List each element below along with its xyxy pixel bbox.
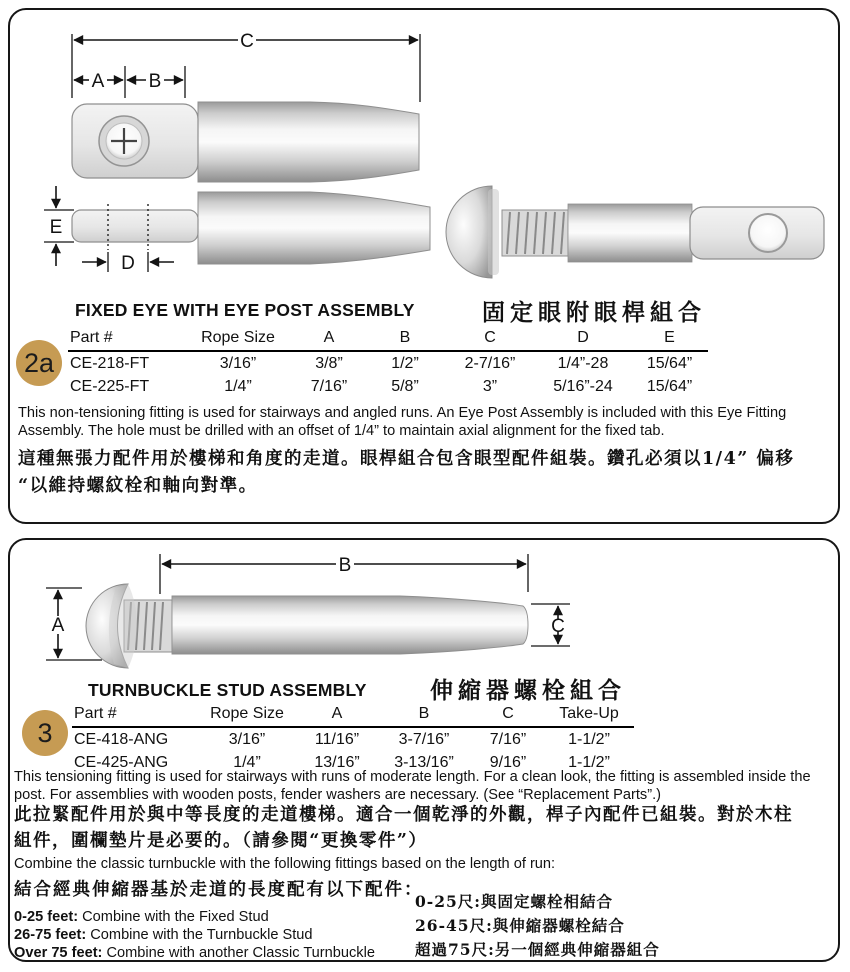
cell: 3/16” (219, 354, 257, 372)
cell: 11/16” (314, 730, 360, 748)
cell: 1-1/2” (568, 730, 610, 748)
parts-table-turnbuckle-stud (72, 704, 634, 774)
length-rule (14, 944, 375, 962)
part-number: CE-418-ANG (74, 730, 169, 748)
table-row (68, 351, 708, 375)
col-header: A (293, 328, 365, 351)
cell: 9/16” (489, 753, 527, 771)
col-header: B (365, 328, 445, 351)
dim-label-a: A (51, 615, 65, 636)
rule-range: 0-25 feet: (14, 909, 79, 925)
cell: 3-7/16” (398, 730, 450, 748)
part-number: CE-425-ANG (74, 753, 169, 771)
table-header-row (68, 328, 708, 351)
rule-range: 26-75 feet: (14, 927, 87, 943)
description-zh: 這種無張力配件用於樓梯和角度的走道。眼桿組合包含眼型配件組裝。鑽孔必須以1/4” 偏移 “以維持螺紋栓和軸向對準。 (18, 449, 795, 496)
cell: 1-1/2” (568, 753, 610, 771)
turnbuckle-stud-panel (8, 538, 840, 962)
eye-post-assembly-drawing (446, 186, 824, 278)
table-header-row (72, 704, 634, 727)
cell: 2-7/16” (464, 354, 516, 372)
section-title-en: FIXED EYE WITH EYE POST ASSEMBLY (75, 300, 415, 320)
col-header: Part # (72, 704, 196, 727)
length-rule (14, 908, 375, 926)
col-header: Part # (68, 328, 183, 351)
cell: 7/16” (489, 730, 527, 748)
section-badge-2a: 2a (16, 340, 62, 386)
dim-label-a: A (91, 71, 105, 92)
rule-text: Combine with another Classic Turnbuckle (102, 945, 375, 961)
description-en: This tensioning fitting is used for stairways with runs of moderate length. For a clean look, the fitting is assembled inside the post. For assemblies with wooden posts, fender washers are necessary. (See “Replacement Parts”.) (14, 769, 811, 803)
cell: 5/8” (391, 377, 419, 395)
cell: 5/16”-24 (553, 377, 613, 395)
col-header: C (445, 328, 535, 351)
cell: 1/4”-28 (557, 354, 609, 372)
table-row (72, 727, 634, 751)
length-rule: 0-25尺:與固定螺栓相結合 (415, 892, 614, 911)
cell: 1/4” (233, 753, 261, 771)
fixed-eye-panel (8, 8, 840, 524)
rule-range: Over 75 feet: (14, 945, 103, 961)
cell: 15/64” (646, 354, 693, 372)
dim-label-b: B (338, 555, 352, 576)
section-badge-3: 3 (22, 710, 68, 756)
description-zh: 此拉緊配件用於與中等長度的走道樓梯。適合一個乾淨的外觀，桿子內配件已組裝。對於木柱組件，圍欄墊片是必要的。（請參閱“更換零件”） (14, 805, 793, 851)
col-header: Rope Size (196, 704, 298, 727)
cell: 1/2” (391, 354, 419, 372)
length-rule (14, 926, 375, 944)
col-header: Take-Up (544, 704, 634, 727)
fixed-eye-top-view (72, 102, 419, 182)
table-row (68, 375, 708, 398)
parts-table-fixed-eye (68, 328, 708, 398)
cell: 3-13/16” (394, 753, 454, 771)
col-header: B (376, 704, 472, 727)
combine-note-zh: 結合經典伸縮器基於走道的長度配有以下配件： (14, 880, 424, 900)
col-header: E (631, 328, 708, 351)
section-title-en: TURNBUCKLE STUD ASSEMBLY (88, 680, 367, 700)
section-title-zh: 伸縮器螺栓組合 (430, 677, 626, 704)
section-title-zh: 固定眼附眼桿組合 (482, 299, 706, 326)
rule-text: Combine with the Fixed Stud (78, 909, 269, 925)
length-rule: 26-45尺:與伸縮器螺栓結合 (415, 916, 625, 935)
fixed-eye-diagram (10, 10, 838, 298)
dim-label-b: B (148, 71, 162, 92)
description-en: This non-tensioning fitting is used for stairways and angled runs. An Eye Post Assembly is included with this Eye Fitting Assembly. The hole must be drilled with an offset of 1/4” to maintain axial alignment for the fixed tab. (18, 405, 787, 439)
dim-label-c: C (240, 31, 254, 52)
cell: 3/8” (315, 354, 343, 372)
cell: 3” (482, 377, 498, 395)
rule-text: Combine with the Turnbuckle Stud (86, 927, 313, 943)
part-number: CE-218-FT (70, 354, 150, 372)
length-rules-en (14, 908, 375, 962)
combine-note-en: Combine the classic turnbuckle with the following fittings based on the length of run: (14, 856, 556, 872)
cell: 3/16” (228, 730, 266, 748)
cell: 13/16” (314, 753, 360, 771)
cell: 15/64” (646, 377, 693, 395)
length-rule: 超過75尺:另一個經典伸縮器組合 (415, 940, 660, 959)
col-header: A (298, 704, 376, 727)
length-rules-zh (415, 890, 660, 962)
dim-label-c: C (551, 616, 565, 637)
dim-label-e: E (49, 217, 63, 238)
col-header: C (472, 704, 544, 727)
col-header: Rope Size (183, 328, 293, 351)
col-header: D (535, 328, 631, 351)
turnbuckle-stud-drawing (86, 584, 528, 668)
part-number: CE-225-FT (70, 377, 150, 395)
cell: 1/4” (224, 377, 252, 395)
turnbuckle-stud-diagram (10, 540, 838, 676)
cell: 7/16” (310, 377, 348, 395)
dim-label-d: D (121, 253, 135, 274)
